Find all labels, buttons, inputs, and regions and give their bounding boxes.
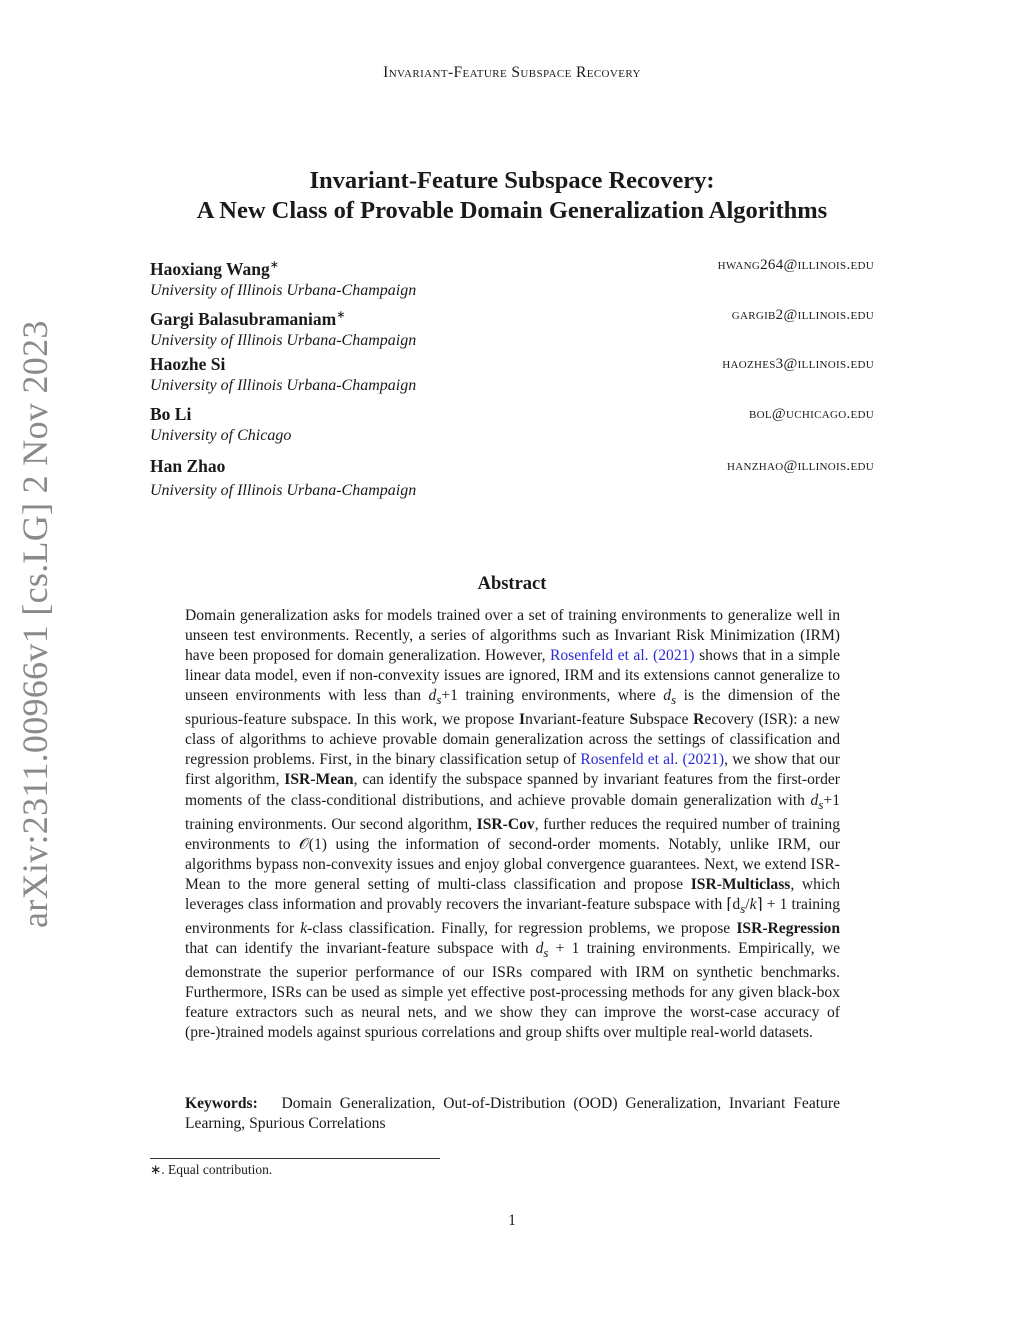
title-line-1: Invariant-Feature Subspace Recovery: (309, 167, 715, 194)
abstract-body: Domain generalization asks for models trained over a set of training environments to generalize well in unseen test environments. Recently, a series of algorithms such as Invariant Risk Minimization (IRM) have been proposed for domain generalization. However, Rosenfeld et al. (2021) shows that in a simple linear data model, even if non-convexity issues are ignored, IRM and its extensions cannot generalize to unseen environments with less than $d_s+1$ training environments, where $d_s$ is the dimension of the spurious-feature subspace. In this work, we propose Invariant-feature Subspace Recovery (ISR): a new class of algorithms to achieve provable domain generalization across the settings of classification and regression problems. First, in the binary classification setup of Rosenfeld et al. (2021), we show that our first algorithm, ISR-Mean, can identify the subspace spanned by invariant features from the first-order moments of the class-conditional distributions, and achieve provable domain generalization with $d_s+1$ training environments. Our second algorithm, ISR-Cov, further reduces the required number of training environments to 𝒪(1) using the information of second-order moments. Notably, unlike IRM, our algorithms bypass non-convexity issues and enjoy global convergence guarantees. Next, we extend ISR-Mean to the more general setting of multi-class classification and propose ISR-Multiclass, which leverages class information and provably recovers the invariant-feature subspace with $⌈d_s/k⌉ + 1$ training environments for k-class classification. Finally, for regression problems, we propose ISR-Regression that can identify the invariant-feature subspace with $d_s + 1$ training environments. Empirically, we demonstrate the superior performance of our ISRs compared with IRM on synthetic benchmarks. Furthermore, ISRs can be used as simple yet effective post-processing methods for any given black-box feature extractors such as neural nets, and we show they can improve the worst-case accuracy of (pre-)trained models against spurious correlations and group shifts over multiple real-world datasets. (185, 607, 841, 1042)
author-email[interactable]: gargib2@illinois.edu (731, 307, 874, 323)
author-name: Haozhe Si (150, 354, 226, 374)
isr-mean-term: ISR-Mean (284, 771, 354, 789)
author-3 (150, 354, 874, 396)
keywords-list: Domain Generalization, Out-of-Distribution (OOD) Generalization, Invariant Feature Learning, Spurious Correlations (185, 1095, 840, 1132)
paper-title (0, 166, 1024, 226)
footnote: ∗. Equal contribution. (150, 1162, 273, 1177)
keywords-label: Keywords: (185, 1095, 258, 1112)
author-name: Gargi Balasubramaniam (150, 308, 337, 329)
author-1 (150, 255, 874, 301)
author-2 (150, 305, 874, 351)
author-affiliation: University of Illinois Urbana-Champaign (150, 482, 417, 499)
author-email[interactable]: haozhes3@illinois.edu (722, 356, 874, 372)
author-email[interactable]: bol@uchicago.edu (748, 406, 874, 422)
isr-cov-term: ISR-Cov (476, 815, 535, 833)
author-name: Haoxiang Wang (150, 258, 270, 279)
isr-regression-term: ISR-Regression (736, 920, 841, 938)
abstract-heading: Abstract (477, 574, 547, 594)
author-name: Bo Li (150, 404, 192, 424)
author-affiliation: University of Illinois Urbana-Champaign (150, 281, 417, 299)
author-4 (150, 404, 874, 446)
citation-link[interactable]: Rosenfeld et al. (2021) (580, 751, 725, 769)
equal-contrib-mark: ∗ (269, 259, 280, 271)
author-email[interactable]: hwang264@illinois.edu (717, 257, 874, 273)
arxiv-identifier: arXiv:2311.00966v1 [cs.LG] 2 Nov 2023 (15, 320, 55, 928)
author-name: Han Zhao (150, 456, 226, 476)
equal-contrib-mark: ∗ (336, 309, 346, 321)
author-email[interactable]: hanzhao@illinois.edu (727, 458, 874, 474)
page-number: 1 (508, 1212, 516, 1229)
keywords (185, 1094, 840, 1134)
running-head: Invariant-Feature Subspace Recovery (383, 64, 641, 81)
author-affiliation: University of Illinois Urbana-Champaign (150, 377, 417, 394)
footnote-rule (150, 1158, 440, 1159)
author-5 (150, 456, 874, 501)
author-affiliation: University of Chicago (150, 427, 292, 444)
isr-multiclass-term: ISR-Multiclass (690, 875, 791, 893)
title-line-2: A New Class of Provable Domain Generalization Algorithms (196, 197, 828, 224)
author-affiliation: University of Illinois Urbana-Champaign (150, 331, 417, 349)
citation-link[interactable]: Rosenfeld et al. (2021) (549, 647, 695, 665)
